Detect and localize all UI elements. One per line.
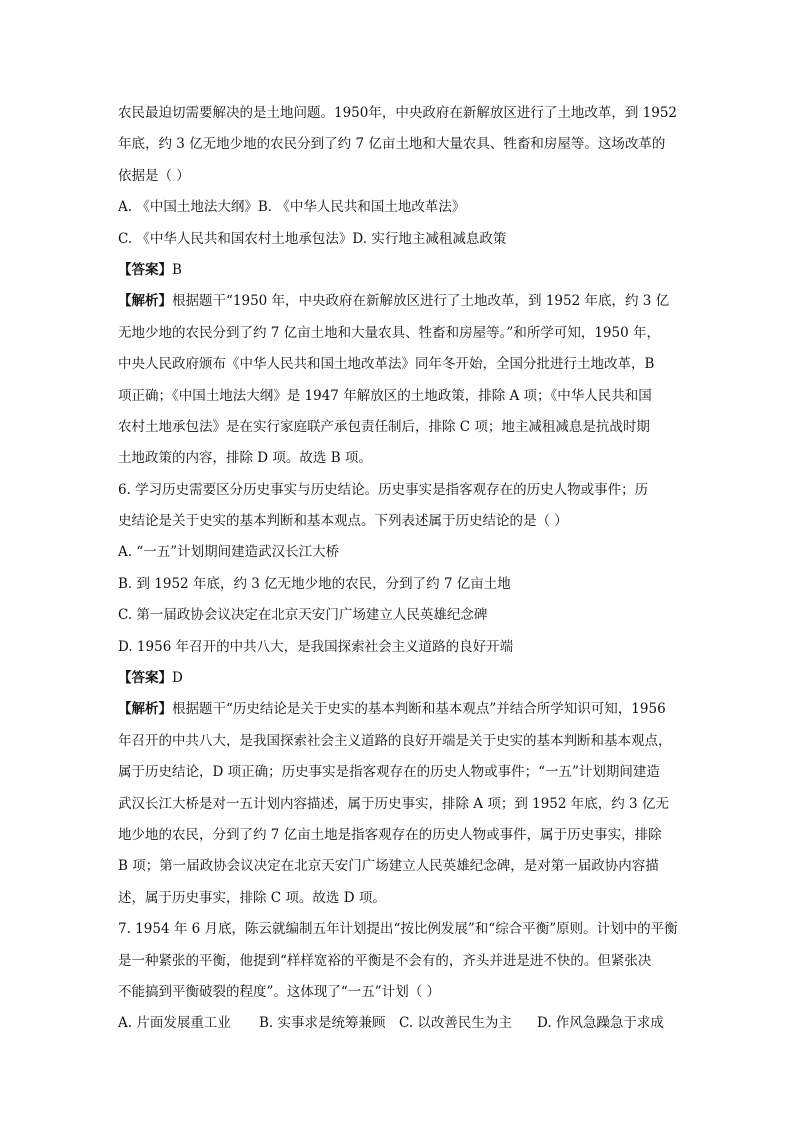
q7-stem-line: 不能搞到平衡破裂的程度”。这体现了“一五”计划（ ） [118, 983, 440, 1000]
q6-analysis-line: 地少地的农民，分到了约 7 亿亩土地是指客观存在的历史人物或事件，属于历史事实，排除 [118, 826, 662, 843]
q6-analysis-line: 年召开的中共八大，是我国探索社会主义道路的良好开端是关于史实的基本判断和基本观点， [118, 732, 672, 749]
q6-analysis-line: 武汉长江大桥是对一五计划内容描述，属于历史事实，排除 A 项；到 1952 年底，约 3 亿无 [118, 795, 669, 812]
q6-analysis-line [118, 694, 678, 725]
q5-analysis-line: 项正确；《中国土地法大纲》是 1947 年解放区的土地政策，排除 A 项；《中华人民共和国 [118, 387, 652, 404]
q6-analysis-line: 属于历史结论，D 项正确；历史事实是指客观存在的历史人物或事件；“一五”计划期间建造 [118, 764, 660, 781]
answer-tag: 【答案】 [118, 261, 172, 278]
q5-stem-line: 农民最迫切需要解决的是土地问题。1950年，中央政府在新解放区进行了土地改革，到 1952 [118, 105, 678, 121]
document-content [118, 98, 678, 1040]
q5-analysis-line: 土地政策的内容，排除 D 项。故选 B 项。 [118, 450, 372, 467]
q7-option-a: A. 片面发展重工业 [118, 1015, 231, 1032]
q5-stem-line: 依据是（ ） [118, 167, 190, 184]
q5-stem-line: 年底，约 3 亿无地少地的农民分到了约 7 亿亩土地和大量农具、牲畜和房屋等。这场改革的 [118, 136, 666, 153]
q6-option-b: B. 到 1952 年底，约 3 亿无地少地的农民，分到了约 7 亿亩土地 [118, 575, 511, 592]
q5-answer [118, 255, 678, 286]
q7-option-d: D. 作风急躁急于求成 [537, 1015, 664, 1032]
q6-stem-line: 6. 学习历史需要区分历史事实与历史结论。历史事实是指客观存在的历史人物或事件；历 [118, 481, 649, 498]
q6-option-c: C. 第一届政协会议决定在北京天安门广场建立人民英雄纪念碑 [118, 607, 488, 624]
q5-options-line: A. 《中国土地法大纲》B. 《中华人民共和国土地改革法》 [118, 199, 466, 216]
q6-option-a: A. “一五”计划期间建造武汉长江大桥 [118, 544, 340, 561]
answer-value: B [172, 261, 182, 278]
q7-options-row [118, 1008, 678, 1039]
q5-analysis-line: 中央人民政府颁布《中华人民共和国土地改革法》同年冬开始，全国分批进行土地改革，B [118, 356, 655, 373]
analysis-tag: 【解析】 [118, 293, 172, 310]
q7-stem-line: 7. 1954 年 6 月底，陈云就编制五年计划提出“按比例发展”和“综合平衡”原则。计划中的平衡 [118, 921, 678, 938]
q6-answer [118, 663, 678, 694]
q5-analysis-line: 农村土地承包法》是在实行家庭联产承包责任制后，排除 C 项；地主减租减息是抗战时期 [118, 418, 650, 435]
analysis-text: 根据题干“1950 年，中央政府在新解放区进行了土地改革，到 1952 年底，约 3 亿 [172, 293, 670, 310]
analysis-text: 根据题干“历史结论是关于史实的基本判断和基本观点”并结合所学知识可知，1956 [172, 701, 666, 718]
q6-analysis-line: 述，属于历史事实，排除 C 项。故选 D 项。 [118, 889, 386, 906]
analysis-tag: 【解析】 [118, 701, 172, 718]
q5-analysis-line [118, 286, 678, 317]
q6-analysis-line: B 项；第一届政协会议决定在北京天安门广场建立人民英雄纪念碑，是对第一届政协内容描 [118, 858, 659, 875]
q7-option-c: C. 以改善民生为主 [399, 1015, 512, 1032]
q7-option-b: B. 实事求是统筹兼顾 [259, 1015, 386, 1032]
answer-value: D [172, 670, 183, 687]
q7-stem-line: 是一种紧张的平衡，他提到“样样宽裕的平衡是不会有的，齐头并进是进不快的。但紧张决 [118, 952, 652, 969]
q6-option-d: D. 1956 年召开的中共八大，是我国探索社会主义道路的良好开端 [118, 638, 514, 655]
q6-stem-line: 史结论是关于史实的基本判断和基本观点。下列表述属于历史结论的是（ ） [118, 513, 568, 530]
q5-options-line: C. 《中华人民共和国农村土地承包法》D. 实行地主减租减息政策 [118, 230, 507, 247]
q5-analysis-line: 无地少地的农民分到了约 7 亿亩土地和大量农具、牲畜和房屋等。”和所学可知，1950 年， [118, 324, 660, 341]
answer-tag: 【答案】 [118, 670, 172, 687]
